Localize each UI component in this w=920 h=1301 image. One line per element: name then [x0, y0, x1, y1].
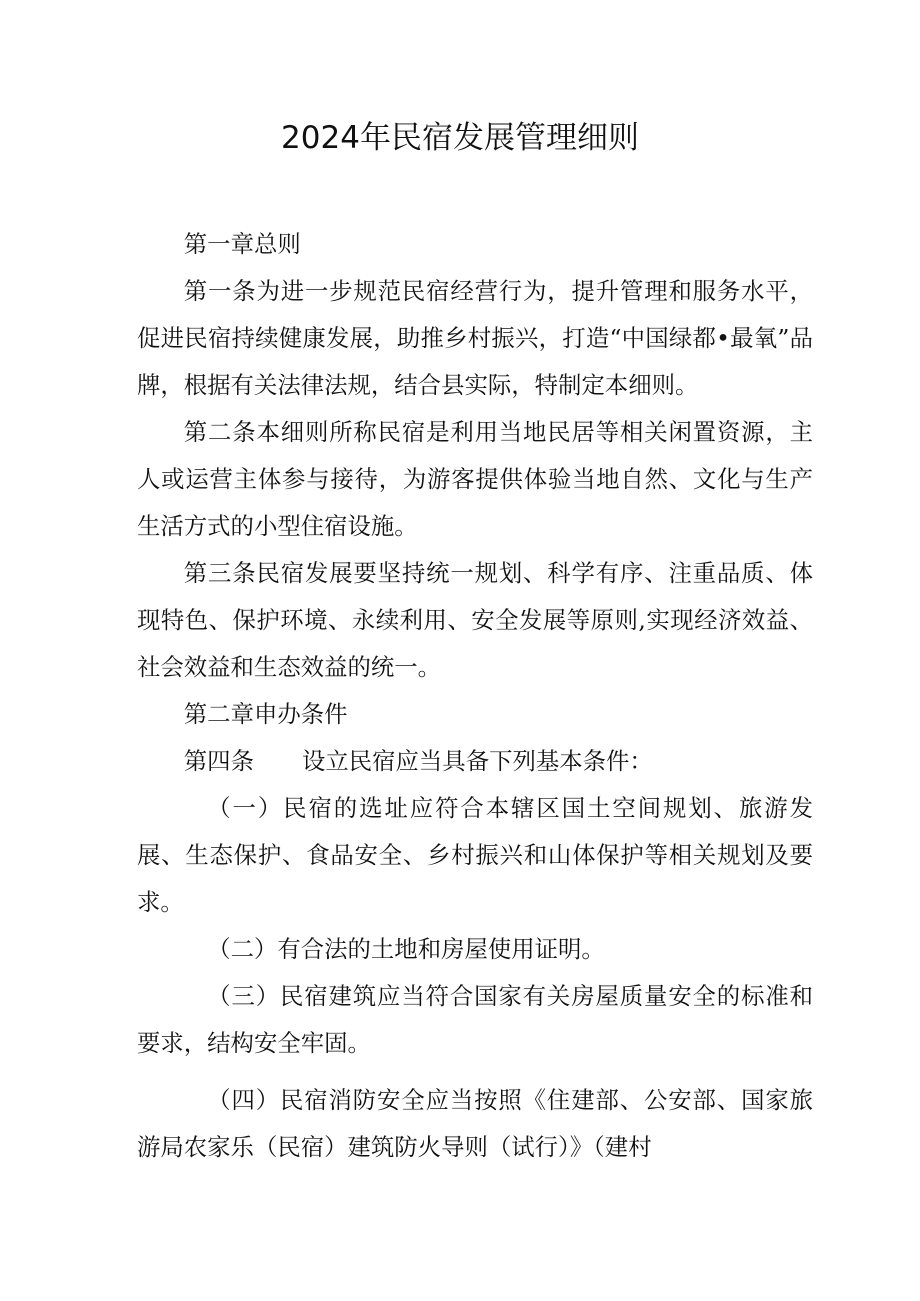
- document-body: [137, 221, 813, 1171]
- condition-item-1: （一）民宿的选址应符合本辖区国土空间规划、旅游发展、生态保护、食品安全、乡村振兴和山体保护等相关规划及要求。: [137, 794, 813, 916]
- article-3: 第三条民宿发展要坚持统一规划、科学有序、注重品质、体现特色、保护环境、永续利用、安全发展等原则,实现经济效益、社会效益和生态效益的统一。: [137, 559, 813, 681]
- article-4-label: 第四条: [183, 747, 254, 775]
- document-title: 2024年民宿发展管理细则: [281, 120, 639, 156]
- chapter-1-heading: 第一章总则: [183, 230, 301, 258]
- article-4: [137, 738, 813, 785]
- article-2: 第二条本细则所称民宿是利用当地民居等相关闲置资源，主人或运营主体参与接待，为游客提供体验当地自然、文化与生产生活方式的小型住宿设施。: [137, 418, 813, 540]
- condition-item-2: （二）有合法的土地和房屋使用证明。: [207, 935, 605, 963]
- paragraph-spacer: [137, 1067, 813, 1077]
- condition-item-3: （三）民宿建筑应当符合国家有关房屋质量安全的标准和要求，结构安全牢固。: [137, 982, 813, 1057]
- article-4-text: 设立民宿应当具备下列基本条件：: [301, 747, 653, 775]
- chapter-2-heading: 第二章申办条件: [183, 700, 348, 728]
- condition-item-4: （四）民宿消防安全应当按照《住建部、公安部、国家旅游局农家乐（民宿）建筑防火导则（试行）》（建村: [137, 1086, 813, 1161]
- article-1: 第一条为进一步规范民宿经营行为，提升管理和服务水平，促进民宿持续健康发展，助推乡村振兴，打造“中国绿都•最氧”品牌，根据有关法律法规，结合县实际，特制定本细则。: [137, 277, 813, 399]
